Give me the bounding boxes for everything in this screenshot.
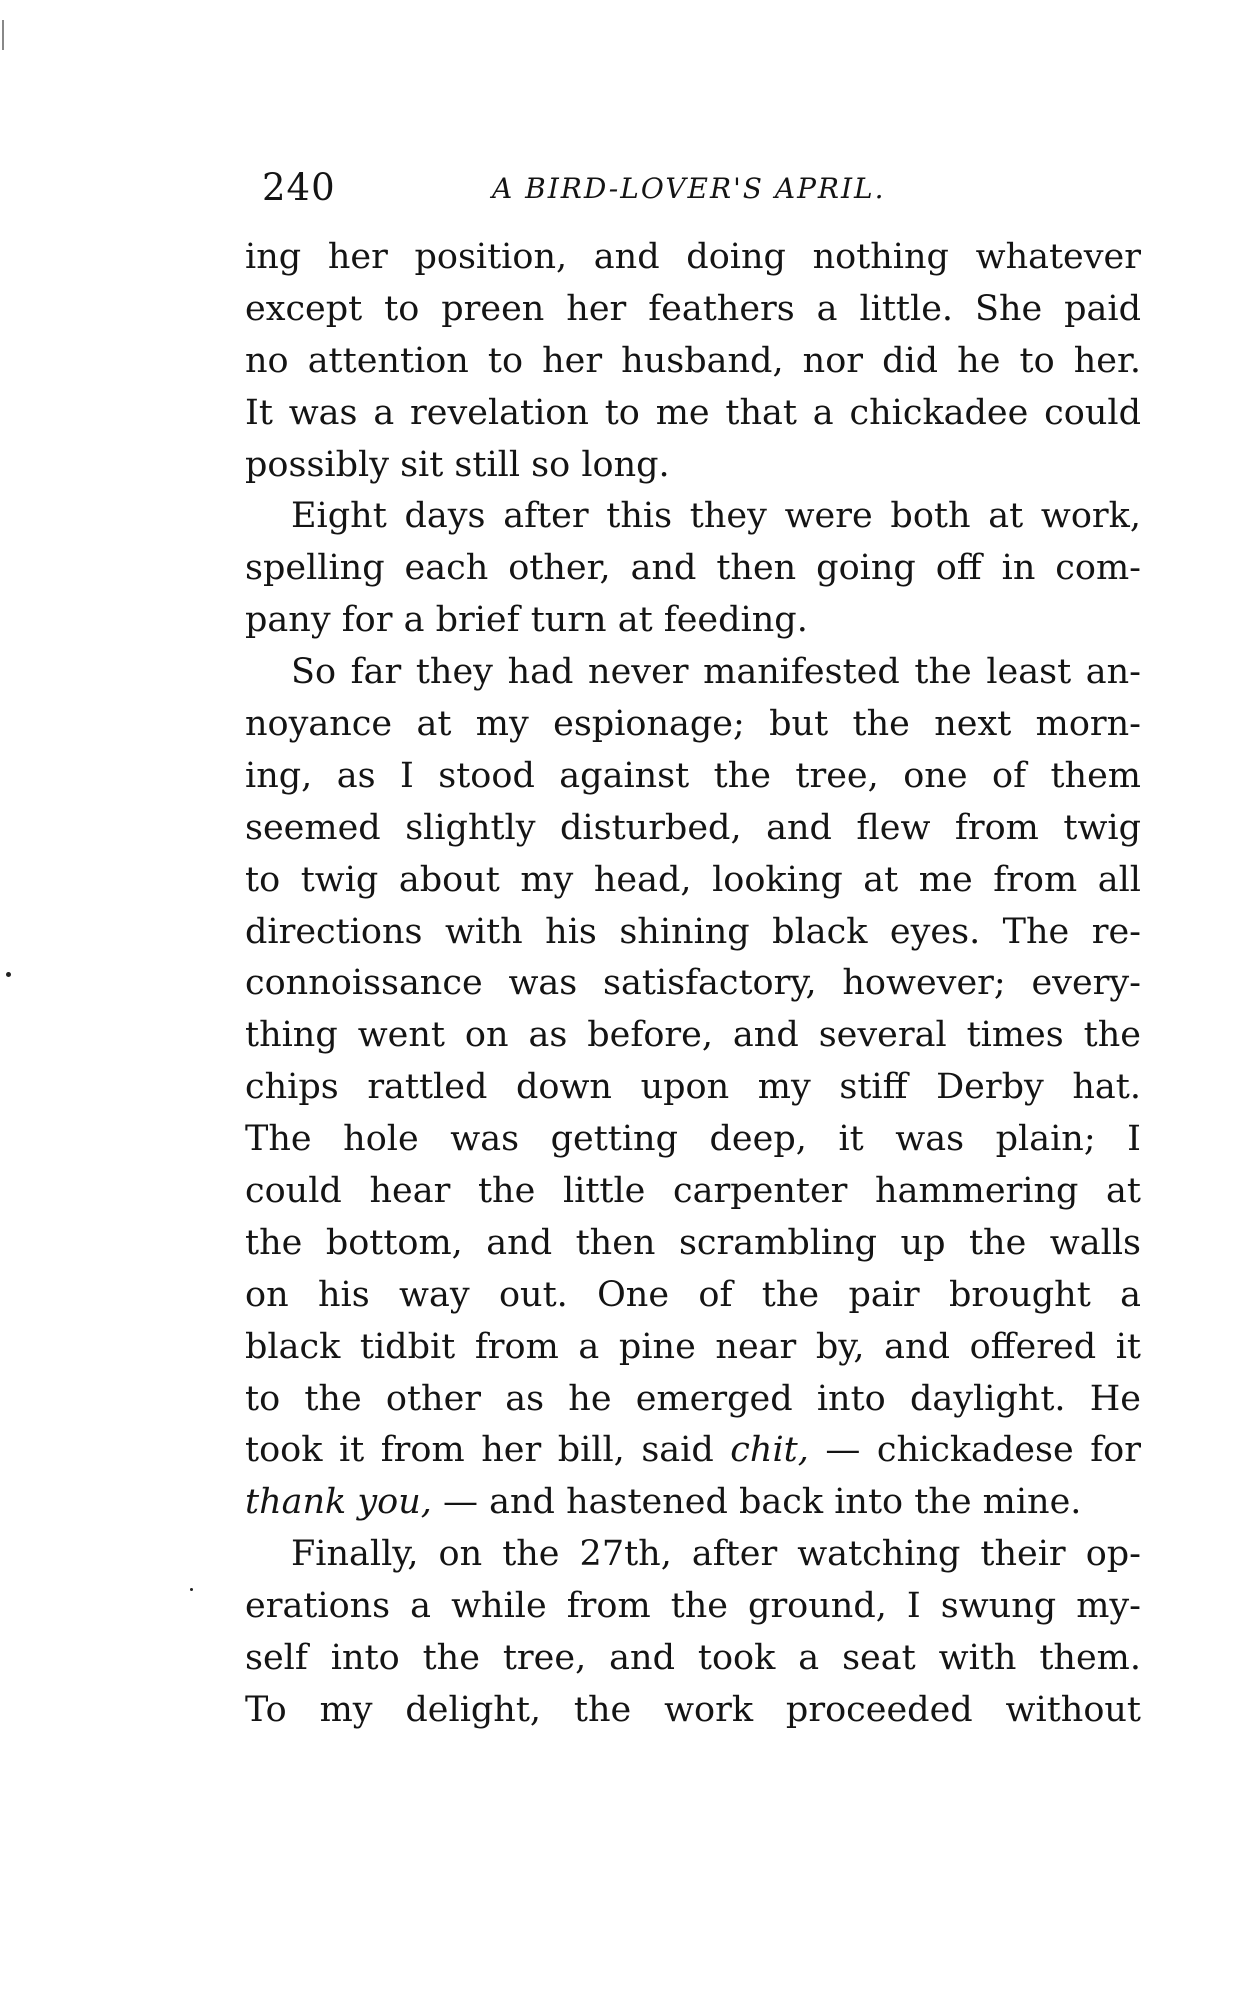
- text-line: connoissance was satisfactory, however; every-: [245, 963, 1141, 1004]
- text-line: to the other as he emerged into daylight. He: [245, 1378, 1141, 1419]
- text-line: So far they had never manifested the least an-: [291, 652, 1141, 693]
- text-line: Finally, on the 27th, after watching their op-: [291, 1534, 1141, 1575]
- text-line: seemed slightly disturbed, and flew from twig: [245, 807, 1141, 848]
- text-line: [245, 1477, 1141, 1529]
- text-line: It was a revelation to me that a chickadee could: [245, 392, 1141, 433]
- text-line: Eight days after this they were both at work,: [291, 496, 1141, 537]
- margin-speck: [6, 972, 11, 977]
- text-run: — and hastened back into the mine.: [443, 1482, 1082, 1523]
- text-line: ing, as I stood against the tree, one of them: [245, 755, 1141, 796]
- text-line: noyance at my espionage; but the next morn-: [245, 704, 1141, 745]
- running-title: A BIRD-LOVER'S APRIL.: [492, 172, 886, 205]
- italic-word: chit,: [730, 1430, 809, 1471]
- text-run: took it from her bill, said: [245, 1430, 714, 1471]
- page-number: 240: [262, 166, 336, 209]
- margin-speck: [190, 1588, 193, 1591]
- text-line: black tidbit from a pine near by, and offered it: [245, 1326, 1141, 1367]
- text-line: To my delight, the work proceeded without: [245, 1689, 1141, 1730]
- text-line: no attention to her husband, nor did he to her.: [245, 340, 1141, 381]
- italic-phrase: thank you,: [245, 1482, 432, 1523]
- text-line: directions with his shining black eyes. The re-: [245, 911, 1141, 952]
- running-head: [262, 166, 1132, 212]
- text-run: — chickadese for: [825, 1430, 1141, 1471]
- body-text: [245, 232, 1141, 1737]
- text-line: [245, 1425, 1141, 1477]
- text-line: self into the tree, and took a seat with them.: [245, 1638, 1141, 1679]
- text-line: spelling each other, and then going off in com-: [245, 548, 1141, 589]
- text-line: on his way out. One of the pair brought a: [245, 1274, 1141, 1315]
- margin-speck: [2, 20, 4, 50]
- text-line: The hole was getting deep, it was plain; I: [245, 1119, 1141, 1160]
- text-line: erations a while from the ground, I swung my-: [245, 1586, 1141, 1627]
- text-line: the bottom, and then scrambling up the walls: [245, 1222, 1141, 1263]
- text-line: chips rattled down upon my stiff Derby hat.: [245, 1067, 1141, 1108]
- text-line: except to preen her feathers a little. She paid: [245, 288, 1141, 329]
- text-line: to twig about my head, looking at me from all: [245, 859, 1141, 900]
- text-line: could hear the little carpenter hammering at: [245, 1171, 1141, 1212]
- text-line: possibly sit still so long.: [245, 444, 670, 485]
- text-line: thing went on as before, and several times the: [245, 1015, 1141, 1056]
- text-line: ing her position, and doing nothing whatever: [245, 237, 1141, 277]
- text-line: pany for a brief turn at feeding.: [245, 600, 808, 641]
